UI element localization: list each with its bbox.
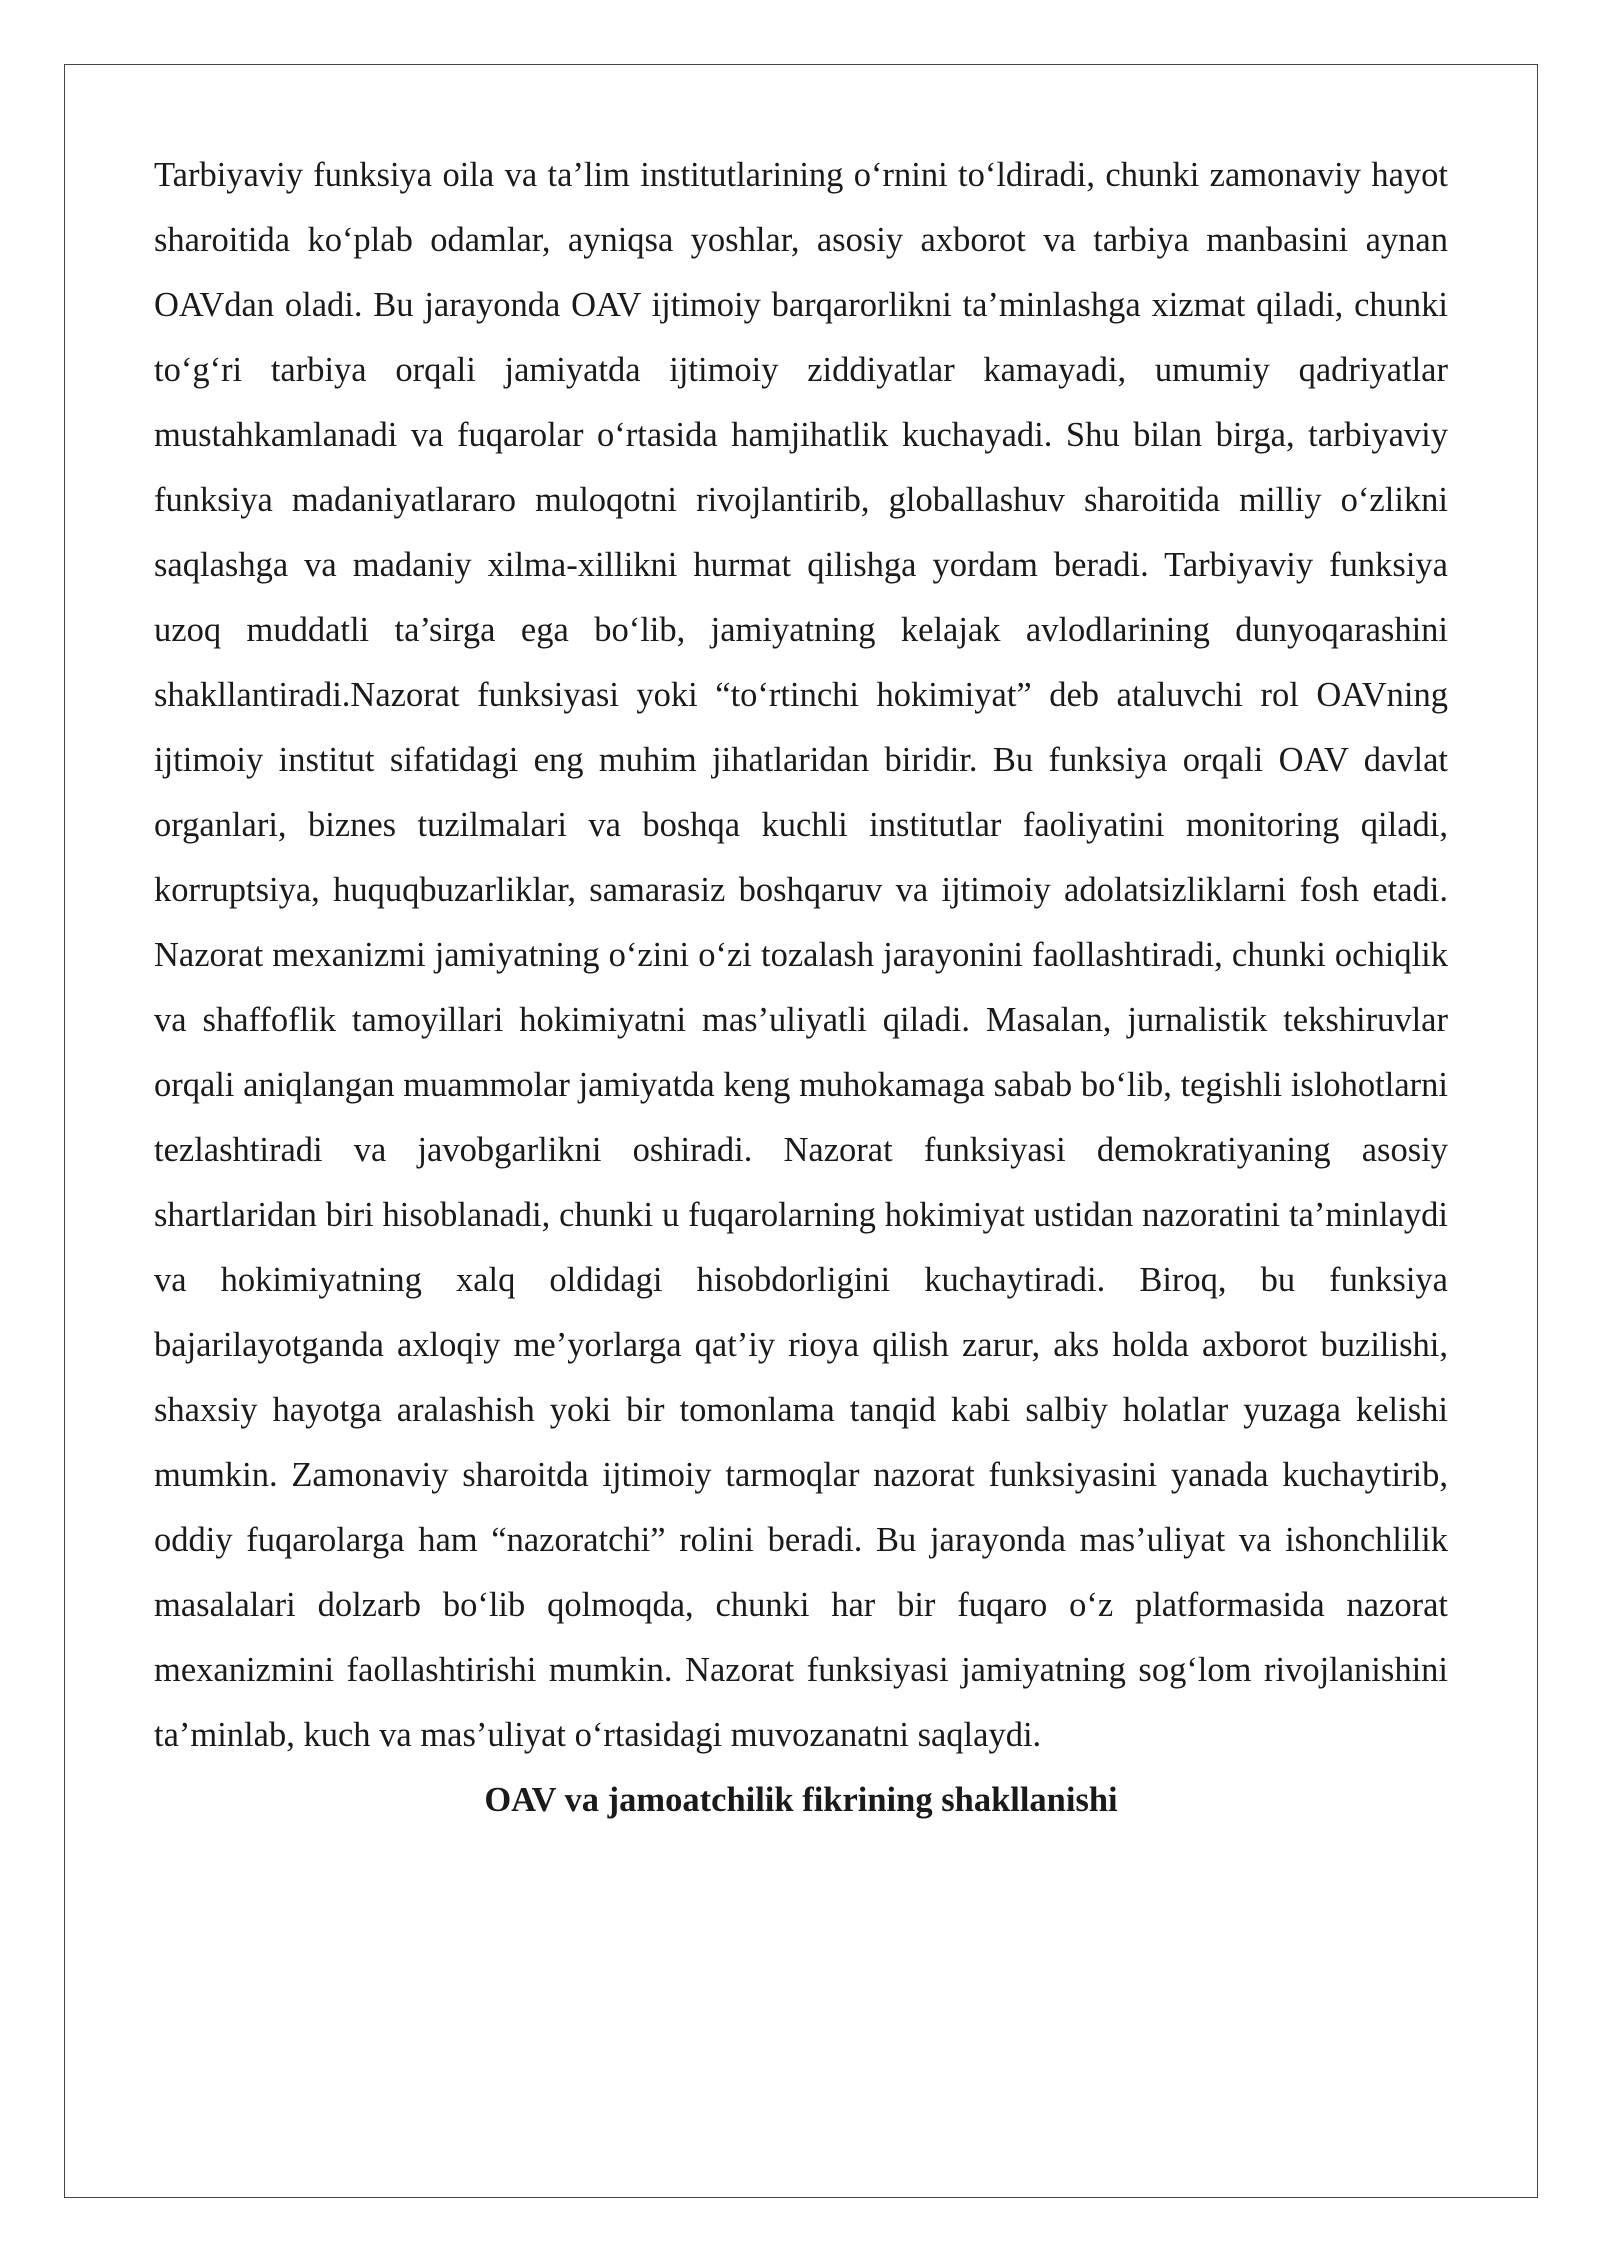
document-body <box>154 143 1448 1833</box>
body-paragraph: Tarbiyaviy funksiya oila va ta’lim institutlarining o‘rnini to‘ldiradi, chunki zamonaviy hayot sharoitida ko‘plab odamlar, ayniqsa yoshlar, asosiy axborot va tarbiya manbasini aynan OAVdan oladi. Bu jarayonda OAV ijtimoiy barqarorlikni ta’minlashga xizmat qiladi, chunki to‘g‘ri tarbiya orqali jamiyatda ijtimoiy ziddiyatlar kamayadi, umumiy qadriyatlar mustahkamlanadi va fuqarolar o‘rtasida hamjihatlik kuchayadi. Shu bilan birga, tarbiyaviy funksiya madaniyatlararo muloqotni rivojlantirib, globallashuv sharoitida milliy o‘zlikni saqlashga va madaniy xilma-xillikni hurmat qilishga yordam beradi. Tarbiyaviy funksiya uzoq muddatli ta’sirga ega bo‘lib, jamiyatning kelajak avlodlarining dunyoqarashini shakllantiradi.Nazorat funksiyasi yoki “to‘rtinchi hokimiyat” deb ataluvchi rol OAVning ijtimoiy institut sifatidagi eng muhim jihatlaridan biridir. Bu funksiya orqali OAV davlat organlari, biznes tuzilmalari va boshqa kuchli institutlar faoliyatini monitoring qiladi, korruptsiya, huquqbuzarliklar, samarasiz boshqaruv va ijtimoiy adolatsizliklarni fosh etadi. Nazorat mexanizmi jamiyatning o‘zini o‘zi tozalash jarayonini faollashtiradi, chunki ochiqlik va shaffoflik tamoyillari hokimiyatni mas’uliyatli qiladi. Masalan, jurnalistik tekshiruvlar orqali aniqlangan muammolar jamiyatda keng muhokamaga sabab bo‘lib, tegishli islohotlarni tezlashtiradi va javobgarlikni oshiradi. Nazorat funksiyasi demokratiyaning asosiy shartlaridan biri hisoblanadi, chunki u fuqarolarning hokimiyat ustidan nazoratini ta’minlaydi va hokimiyatning xalq oldidagi hisobdorligini kuchaytiradi. Biroq, bu funksiya bajarilayotganda axloqiy me’yorlarga qat’iy rioya qilish zarur, aks holda axborot buzilishi, shaxsiy hayotga aralashish yoki bir tomonlama tanqid kabi salbiy holatlar yuzaga kelishi mumkin. Zamonaviy sharoitda ijtimoiy tarmoqlar nazorat funksiyasini yanada kuchaytirib, oddiy fuqarolarga ham “nazoratchi” rolini beradi. Bu jarayonda mas’uliyat va ishonchlilik masalalari dolzarb bo‘lib qolmoqda, chunki har bir fuqaro o‘z platformasida nazorat mexanizmini faollashtirishi mumkin. Nazorat funksiyasi jamiyatning sog‘lom rivojlanishini ta’minlab, kuch va mas’uliyat o‘rtasidagi muvozanatni saqlaydi. <box>154 156 1448 1754</box>
section-heading: OAV va jamoatchilik fikrining shakllanishi <box>484 1781 1118 1819</box>
